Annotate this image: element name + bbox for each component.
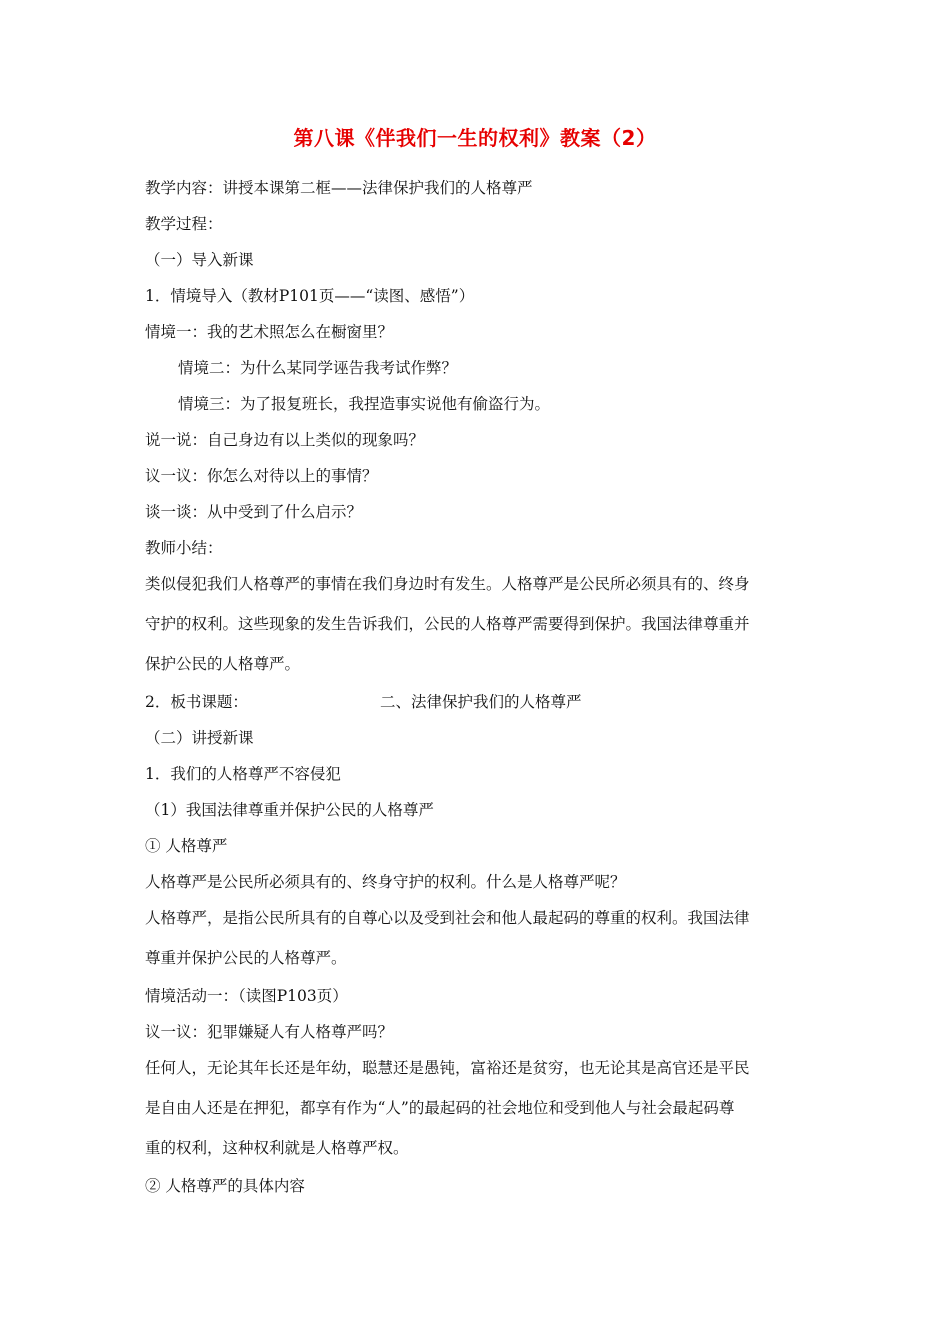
text-line: 情境三：为了报复班长，我捏造事实说他有偷盗行为。	[178, 395, 551, 413]
text-line: 情境活动一：（读图P103页）	[145, 987, 348, 1005]
paragraph-line: 类似侵犯我们人格尊严的事情在我们身边时有发生。人格尊严是公民所必须具有的、终身	[145, 575, 750, 593]
section-heading: （一）导入新课	[145, 251, 254, 269]
text-line: 教学内容：讲授本课第二框——法律保护我们的人格尊严	[145, 179, 533, 197]
text-line: （1）我国法律尊重并保护公民的人格尊严	[145, 801, 434, 819]
document-title: 第八课《伴我们一生的权利》教案（2）	[293, 126, 657, 150]
paragraph-line: 人格尊严，是指公民所具有的自尊心以及受到社会和他人最起码的尊重的权利。我国法律	[145, 909, 750, 927]
paragraph-line: 尊重并保护公民的人格尊严。	[145, 949, 347, 967]
text-line: 说一说：自己身边有以上类似的现象吗？	[145, 431, 425, 449]
text-line: 1．情境导入（教材P101页——“读图、感悟”）	[145, 287, 475, 305]
paragraph-line: 保护公民的人格尊严。	[145, 655, 301, 673]
paragraph-line: 任何人，无论其年长还是年幼，聪慧还是愚钝，富裕还是贫穷，也无论其是高官还是平民	[145, 1059, 750, 1077]
text-line: 议一议：你怎么对待以上的事情？	[145, 467, 378, 485]
text-line: 1．我们的人格尊严不容侵犯	[145, 765, 341, 783]
paragraph-line: 守护的权利。这些现象的发生告诉我们，公民的人格尊严需要得到保护。我国法律尊重并	[145, 615, 750, 633]
text-line: ② 人格尊严的具体内容	[145, 1177, 305, 1195]
text-line: ① 人格尊严	[145, 837, 228, 855]
text-line: 教师小结：	[145, 539, 223, 557]
paragraph-line: 重的权利，这种权利就是人格尊严权。	[145, 1139, 409, 1157]
section-heading: （二）讲授新课	[145, 729, 254, 747]
text-line: 情境一：我的艺术照怎么在橱窗里？	[145, 323, 394, 341]
board-topic: 二、法律保护我们的人格尊严	[380, 693, 582, 711]
text-line: 人格尊严是公民所必须具有的、终身守护的权利。什么是人格尊严呢？	[145, 873, 626, 891]
text-line: 教学过程：	[145, 215, 223, 233]
text-line: 议一议：犯罪嫌疑人有人格尊严吗？	[145, 1023, 394, 1041]
text-line: 2．板书课题：	[145, 693, 248, 711]
text-line: 情境二：为什么某同学诬告我考试作弊？	[178, 359, 458, 377]
paragraph-line: 是自由人还是在押犯，都享有作为“人”的最起码的社会地位和受到他人与社会最起码尊	[145, 1099, 735, 1117]
text-line: 谈一谈：从中受到了什么启示？	[145, 503, 363, 521]
